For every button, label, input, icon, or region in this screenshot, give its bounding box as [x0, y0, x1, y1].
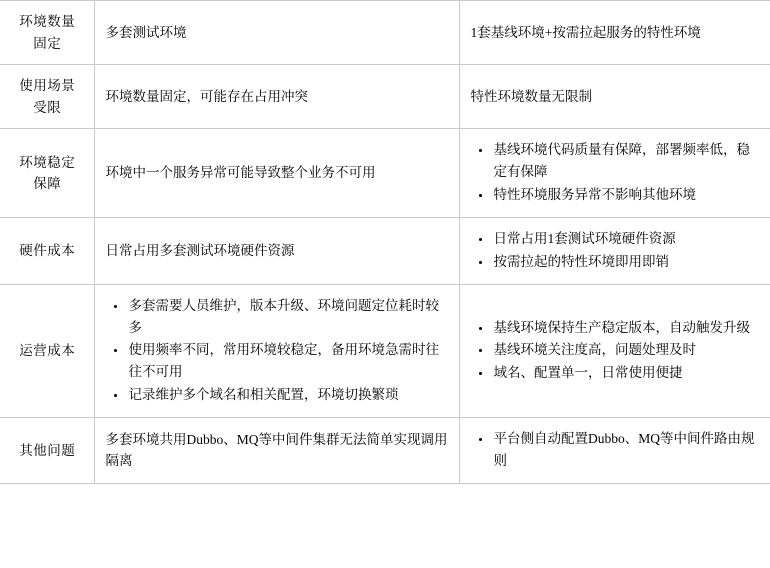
row-right-cell	[459, 217, 770, 284]
cell-text: 环境中一个服务异常可能导致整个业务不可用	[105, 165, 376, 181]
row-label-line: 固定	[33, 35, 62, 51]
row-label	[0, 417, 94, 483]
row-middle-cell	[94, 417, 459, 483]
cell-text: 日常占用多套测试环境硬件资源	[105, 243, 295, 259]
cell-text: 环境数量固定，可能存在占用冲突	[105, 88, 308, 104]
bullet-list	[471, 317, 761, 385]
list-item: • 基线环境关注度高，问题处理及时	[492, 339, 761, 361]
bullet-list	[106, 295, 449, 406]
table-row	[0, 417, 770, 483]
list-item: • 基线环境代码质量有保障，部署频率低，稳定有保障	[492, 139, 761, 183]
list-item: • 特性环境服务异常不影响其他环境	[492, 184, 761, 206]
bullet-list	[471, 228, 761, 273]
row-middle-cell	[94, 217, 459, 284]
row-label-line: 保障	[33, 176, 62, 192]
cell-text: 1套基线环境+按需拉起服务的特性环境	[470, 24, 701, 40]
bullet-list	[471, 428, 761, 472]
bullet-list	[471, 139, 761, 206]
list-item: • 使用频率不同，常用环境较稳定，备用环境急需时往往不可用	[127, 339, 449, 383]
list-item: • 日常占用1套测试环境硬件资源	[492, 228, 761, 250]
row-right-cell	[459, 65, 770, 129]
row-label-line: 硬件成本	[19, 243, 76, 259]
row-middle-cell	[94, 129, 459, 218]
row-middle-cell	[94, 65, 459, 129]
row-label-line: 使用场景	[19, 78, 76, 94]
row-right-cell	[459, 417, 770, 483]
row-label	[0, 217, 94, 284]
list-item: • 平台侧自动配置Dubbo、MQ等中间件路由规则	[492, 428, 761, 472]
row-label	[0, 284, 94, 417]
cell-text: 特性环境数量无限制	[470, 88, 592, 104]
list-item: • 按需拉起的特性环境即用即销	[492, 251, 761, 273]
table-row	[0, 284, 770, 417]
list-item: • 域名、配置单一，日常使用便捷	[492, 362, 761, 384]
list-item: • 基线环境保持生产稳定版本，自动触发升级	[492, 317, 761, 339]
row-label	[0, 1, 94, 65]
row-label-line: 其他问题	[19, 442, 76, 458]
row-middle-cell	[94, 1, 459, 65]
row-label-line: 环境稳定	[19, 154, 76, 170]
row-right-cell	[459, 1, 770, 65]
list-item: • 多套需要人员维护，版本升级、环境问题定位耗时较多	[127, 295, 449, 339]
row-label	[0, 65, 94, 129]
row-label-line: 受限	[33, 99, 62, 115]
row-label	[0, 129, 94, 218]
table-row	[0, 129, 770, 218]
list-item: • 记录维护多个域名和相关配置，环境切换繁琐	[127, 384, 449, 406]
row-right-cell	[459, 129, 770, 218]
row-right-cell	[459, 284, 770, 417]
table-row	[0, 1, 770, 65]
row-label-line: 运营成本	[19, 343, 76, 359]
table-row	[0, 65, 770, 129]
row-label-line: 环境数量	[19, 14, 76, 29]
cell-text: 多套环境共用Dubbo、MQ等中间件集群无法简单实现调用隔离	[105, 431, 448, 469]
table-row	[0, 217, 770, 284]
cell-text: 多套测试环境	[105, 24, 187, 40]
row-middle-cell	[94, 284, 459, 417]
